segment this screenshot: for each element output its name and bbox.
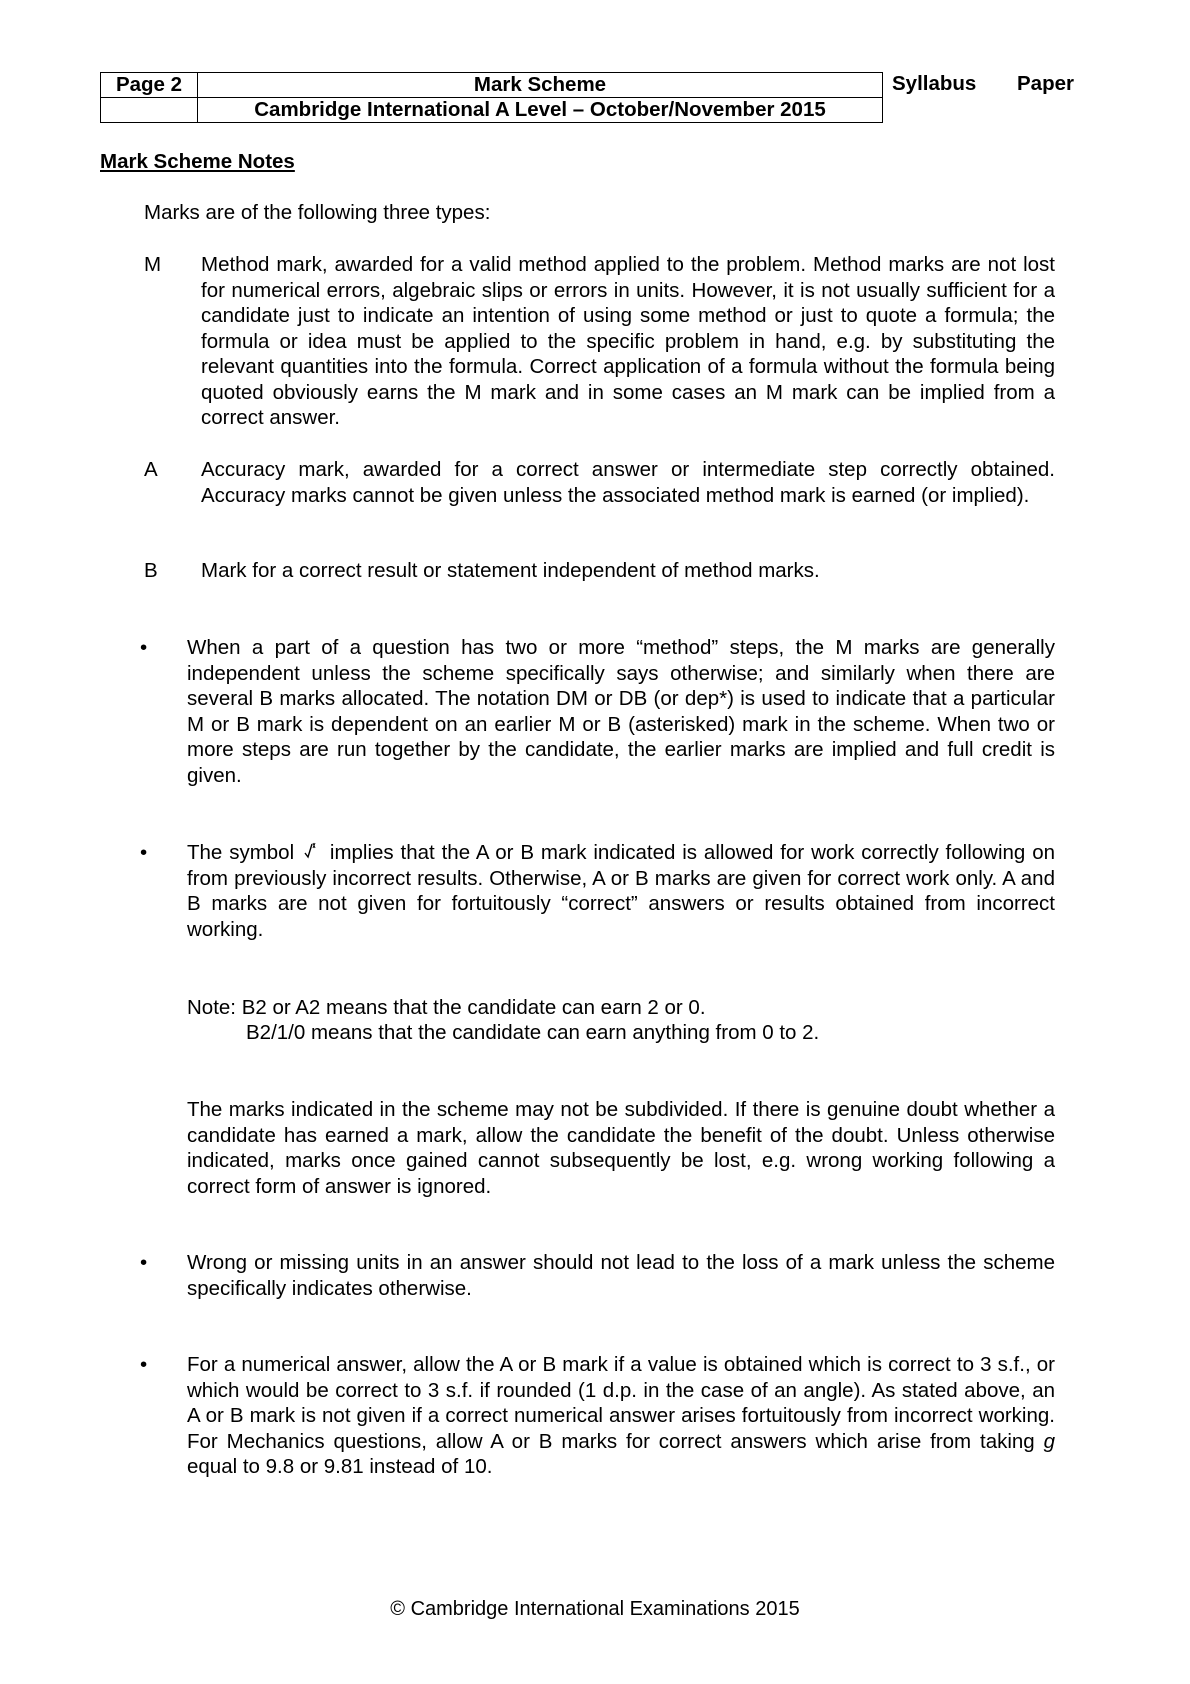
bullet-method-steps: When a part of a question has two or more “method” steps, the M marks are generally independent unless the scheme specifically says otherwise; and similarly when there are several B marks allocated. The notation DM or DB (or dep*) is used to indicate that a particular M or B mark is dependent on an earlier M or B (asterisked) mark in the scheme. When two or more steps are run together by the candidate, the earlier marks are implied and full credit is given.	[187, 636, 1055, 787]
symbol-text-before: The symbol	[187, 841, 295, 864]
subdivide-paragraph: The marks indicated in the scheme may not be subdivided. If there is genuine doubt whether a candidate has earned a mark, allow the candidate the benefit of the doubt. Unless otherwise indicated, marks once gained cannot subsequently be lost, e.g. wrong working following a correct form of answer is ignored.	[187, 1098, 1055, 1198]
section-heading: Mark Scheme Notes	[100, 150, 295, 173]
intro-text: Marks are of the following three types:	[144, 201, 491, 224]
bullet-numerical-answer	[187, 1352, 1055, 1480]
syllabus-label: Syllabus	[892, 72, 977, 95]
bullet-point: •	[140, 636, 148, 659]
bullet-point: •	[140, 841, 148, 864]
empty-cell	[101, 98, 198, 123]
numerical-text-before: For a numerical answer, allow the A or B mark if a value is obtained which is correct to 3 s.f., or which would be correct to 3 s.f. if rounded (1 d.p. in the case of an angle). As stated above, an A or B mark is not given if a correct numerical answer arises fortuitously from incorrect working. For Mechanics questions, allow A or B marks for correct answers which arise from taking	[187, 1353, 1055, 1453]
gravity-variable: g	[1043, 1429, 1055, 1453]
mark-type-description: Method mark, awarded for a valid method applied to the problem. Method marks are not lost for numerical errors, algebraic slips or errors in units. However, it is not usually sufficient for a candidate just to indicate an intention of using some method or just to quote a formula; the formula or idea must be applied to the specific problem in hand, e.g. by substituting the relevant quantities into the formula. Correct application of a formula without the formula being quoted obviously earns the M mark and in some cases an M mark can be implied from a correct answer.	[201, 253, 1055, 429]
mark-type-description: Accuracy mark, awarded for a correct answer or intermediate step correctly obtained. Accuracy marks cannot be given unless the associated method mark is earned (or implied).	[201, 458, 1055, 507]
mark-type-description: Mark for a correct result or statement independent of method marks.	[201, 559, 820, 582]
page-number: Page 2	[101, 73, 198, 98]
note-line-2: B2/1/0 means that the candidate can earn anything from 0 to 2.	[246, 1021, 820, 1044]
bullet-point: •	[140, 1251, 148, 1274]
paper-label: Paper	[1017, 72, 1074, 95]
bullet-units: Wrong or missing units in an answer should not lead to the loss of a mark unless the scheme specifically indicates otherwise.	[187, 1251, 1055, 1300]
mark-type-letter: A	[144, 458, 158, 481]
copyright-footer: © Cambridge International Examinations 2015	[390, 1598, 800, 1620]
mark-type-letter: B	[144, 559, 158, 582]
symbol-text-after: implies that the A or B mark indicated is allowed for work correctly following on from previously incorrect results. Otherwise, A or B marks are given for correct work only. A and B marks are not given for fortuitously “correct” answers or results obtained from incorrect working.	[187, 841, 1055, 941]
bullet-follow-through	[187, 840, 1055, 942]
mark-scheme-title: Mark Scheme	[198, 73, 883, 98]
mark-type-letter: M	[144, 253, 162, 276]
bullet-point: •	[140, 1353, 148, 1376]
follow-through-tick-icon	[301, 841, 323, 861]
note-line-1: Note: B2 or A2 means that the candidate can earn 2 or 0.	[187, 996, 706, 1019]
numerical-text-after: equal to 9.8 or 9.81 instead of 10.	[187, 1455, 493, 1478]
header-table	[100, 72, 883, 123]
exam-subtitle: Cambridge International A Level – October/November 2015	[198, 98, 883, 123]
